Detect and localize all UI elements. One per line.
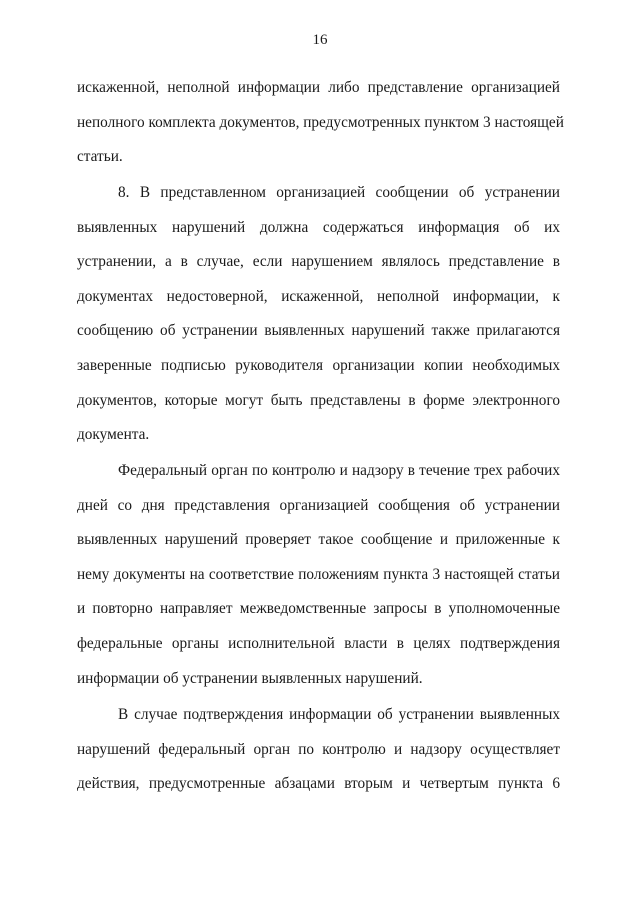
text-line: и повторно направляет межведомственные запросы в уполномоченные [77, 600, 560, 618]
paragraph-continuation [77, 71, 564, 175]
text-line: устранении, а в случае, если нарушением являлось представление в [77, 253, 560, 271]
text-line: В случае подтверждения информации об устранении выявленных [118, 706, 560, 723]
text-line: документов, которые могут быть представлены в форме электронного [77, 391, 560, 409]
text-line: искаженной, неполной информации либо представление организацией [77, 79, 560, 96]
text-line: неполного комплекта документов, предусмотренных пунктом 3 настоящей [77, 113, 564, 131]
text-line: действия, предусмотренные абзацами вторым и четвертым пункта 6 [77, 775, 560, 793]
text-line: документах недостоверной, искаженной, неполной информации, к [77, 287, 560, 305]
paragraph-item-8 [77, 176, 560, 453]
text-line: Федеральный орган по контролю и надзору в течение трех рабочих [118, 462, 560, 479]
text-line: заверенные подписью руководителя организации копии необходимых [77, 356, 560, 374]
text-line: нарушений федеральный орган по контролю и надзору осуществляет [77, 740, 560, 758]
page-number: 16 [312, 32, 328, 48]
text-line: выявленных нарушений должна содержаться информация об их [77, 218, 560, 236]
text-line: дней со дня представления организацией сообщения об устранении [77, 496, 560, 514]
paragraph-confirmation [77, 698, 560, 802]
text-line: 8. В представленном организацией сообщении об устранении [118, 184, 560, 201]
text-line: информации об устранении выявленных нарушений. [77, 669, 423, 687]
text-line: статьи. [77, 148, 123, 166]
text-line: документа. [77, 426, 150, 444]
text-line: сообщению об устранении выявленных нарушений также прилагаются [77, 322, 560, 340]
text-line: выявленных нарушений проверяет такое сообщение и приложенные к [77, 531, 560, 549]
text-line: нему документы на соответствие положениям пункта 3 настоящей статьи [77, 565, 560, 583]
text-line: федеральные органы исполнительной власти в целях подтверждения [77, 634, 560, 652]
paragraph-review-procedure [77, 454, 560, 696]
